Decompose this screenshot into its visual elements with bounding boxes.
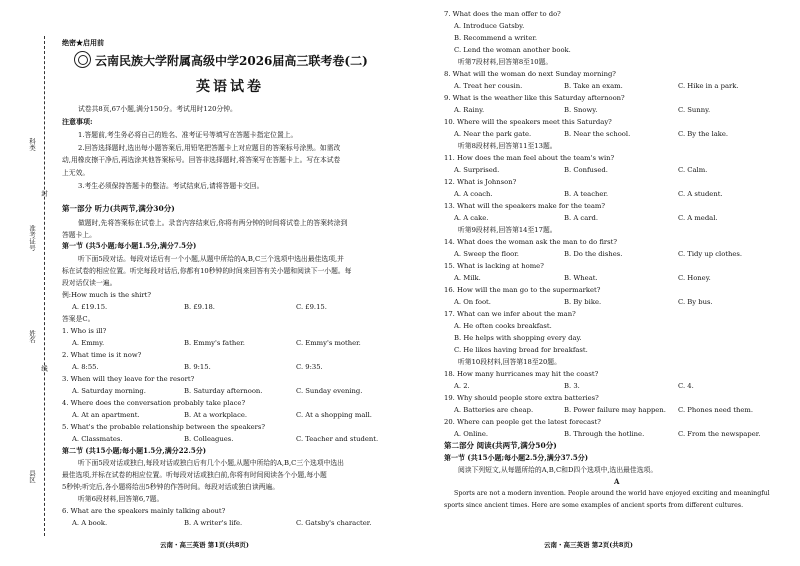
part2-intro: 阅读下列短文,从每题所给的A,B,C和D四个选项中,选出最佳选项。 — [458, 466, 658, 474]
option: A. Emmy. — [72, 339, 105, 347]
notes-title: 注意事项: — [62, 117, 93, 126]
option: C. Phones need them. — [678, 406, 754, 414]
example-option: A. £19.15. — [72, 303, 108, 311]
option: C. Gatsby's character. — [296, 519, 372, 527]
passage-line: Sports are not a modern invention. People around the world have enjoyed exciting and meaningful — [454, 490, 770, 497]
material-note: 听第10段材料,回答第18至20题。 — [458, 358, 561, 366]
question: 19. Why should people store extra batteries? — [444, 394, 599, 402]
option: A. Classmates. — [72, 435, 123, 443]
option: A. 2. — [454, 382, 470, 390]
school-logo-icon — [74, 51, 91, 68]
passage-line: sports since ancient times. Here are some examples of ancient sports from different cultures. — [444, 502, 744, 509]
option: B. By bike. — [564, 298, 602, 306]
option: C. Emmy's mother. — [296, 339, 361, 347]
section2-intro: 5秒钟;听完后,各小题将给出5秒钟的作答时间。每段对话或独白读两遍。 — [62, 483, 280, 491]
question: 9. What is the weather like this Saturday afternoon? — [444, 94, 625, 102]
binding-label-seal: 封 — [40, 190, 48, 197]
option: C. By bus. — [678, 298, 713, 306]
question: 10. Where will the speakers meet this Saturday? — [444, 118, 612, 126]
section2-intro: 听下面5段对话或独白,每段对话或独白后有几个小题,从题中所给的A,B,C三个选项中选出 — [78, 459, 344, 467]
note-line: 动,用橡皮擦干净后,再选涂其他答案标号。回答非选择题时,将答案写在答题卡上。写在本试卷 — [62, 156, 341, 164]
option: A. Treat her cousin. — [454, 82, 523, 90]
option: B. Power failure may happen. — [564, 406, 666, 414]
option: B. Wheat. — [564, 274, 598, 282]
question: 7. What does the man offer to do? — [444, 10, 561, 18]
question: 13. What will the speakers make for the team? — [444, 202, 606, 210]
binding-label-exam-no: 准考证号 — [28, 225, 36, 251]
option: A. 8:55. — [72, 363, 99, 371]
option: C. From the newspaper. — [678, 430, 761, 438]
option: B. Near the school. — [564, 130, 631, 138]
section1-title: 第一节 (共5小题;每小题1.5分,满分7.5分) — [62, 241, 197, 250]
question: 18. How many hurricanes may hit the coast? — [444, 370, 599, 378]
note-line: 3.考生必须保持答题卡的整洁。考试结束后,请将答题卡交回。 — [78, 182, 264, 190]
binding-dashed-line — [44, 36, 45, 536]
material-note: 听第8段材料,回答第11至13题。 — [458, 142, 557, 150]
option: A. Online. — [454, 430, 489, 438]
option: B. A teacher. — [564, 190, 609, 198]
question: 6. What are the speakers mainly talking about? — [62, 507, 226, 515]
option: C. 9:35. — [296, 363, 323, 371]
option: B. Through the hotline. — [564, 430, 645, 438]
section1-intro: 听下面5段对话。每段对话后有一个小题,从题中所给的A,B,C三个选项中选出最佳选项,并 — [78, 255, 344, 263]
question: 2. What time is it now? — [62, 351, 142, 359]
question: 20. Where can people get the latest forecast? — [444, 418, 601, 426]
option: C. At a shopping mall. — [296, 411, 372, 419]
material-note: 听第7段材料,回答第8至10题。 — [458, 58, 553, 66]
option: B. A writer's life. — [184, 519, 243, 527]
option: C. Tidy up clothes. — [678, 250, 743, 258]
school-title: 云南民族大学附属高级中学2026届高三联考卷(二) — [95, 54, 368, 68]
option: C. Calm. — [678, 166, 708, 174]
section1-intro: 段对话仅读一遍。 — [62, 279, 117, 287]
option: A. A cake. — [454, 214, 489, 222]
question: 11. How does the man feel about the team's win? — [444, 154, 615, 162]
subject-title: 英语试卷 — [196, 79, 264, 95]
option: A. On foot. — [454, 298, 491, 306]
page-footer: 云南・高三英语 第1页(共8页) — [160, 541, 249, 549]
example-option: B. £9.18. — [184, 303, 215, 311]
binding-label-line: 线 — [40, 365, 48, 372]
question: 15. What is lacking at home? — [444, 262, 544, 270]
option: C. Teacher and student. — [296, 435, 379, 443]
option: C. Honey. — [678, 274, 711, 282]
option: C. A student. — [678, 190, 723, 198]
option: B. Colleagues. — [184, 435, 234, 443]
passage-label: A — [614, 477, 620, 486]
example-answer: 答案是C。 — [62, 315, 95, 323]
binding-label-exam-room: 科类 — [28, 138, 36, 151]
option: B. Take an exam. — [564, 82, 623, 90]
question: 8. What will the woman do next Sunday morning? — [444, 70, 616, 78]
page-footer: 云南・高三英语 第2页(共8页) — [544, 541, 633, 549]
option: A. Saturday morning. — [72, 387, 146, 395]
option: C. Sunny. — [678, 106, 711, 114]
option: B. At a workplace. — [184, 411, 248, 419]
option: A. Introduce Gatsby. — [454, 22, 525, 30]
option: A. Surprised. — [454, 166, 500, 174]
part2-section1-title: 第一节 (共15小题;每小题2.5分,满分37.5分) — [444, 453, 589, 462]
option: C. He likes having bread for breakfast. — [454, 346, 588, 354]
option: B. 3. — [564, 382, 580, 390]
part1-intro: 答题卡上。 — [62, 231, 96, 239]
question: 17. What can we infer about the man? — [444, 310, 576, 318]
option: C. Sunday evening. — [296, 387, 363, 395]
exam-info: 试卷共8页,67小题,满分150分。考试用时120分钟。 — [78, 105, 237, 113]
section1-intro: 标在试卷的相应位置。听完每段对话后,你都有10秒钟的时间来回答有关小题和阅读下一小题。每 — [62, 267, 352, 275]
option: A. A coach. — [454, 190, 493, 198]
question: 3. When will they leave for the resort? — [62, 375, 195, 383]
question: 1. Who is ill? — [62, 327, 107, 335]
option: C. Hike in a park. — [678, 82, 739, 90]
option: A. Sweep the floor. — [454, 250, 519, 258]
option: B. A card. — [564, 214, 599, 222]
question: 4. Where does the conversation probably take place? — [62, 399, 246, 407]
option: B. Recommend a writer. — [454, 34, 538, 42]
option: C. 4. — [678, 382, 694, 390]
page-2 — [436, 0, 800, 566]
material-note: 听第6段材料,回答第6,7题。 — [78, 495, 164, 503]
option: A. He often cooks breakfast. — [454, 322, 552, 330]
option: B. Snowy. — [564, 106, 598, 114]
option: A. At an apartment. — [72, 411, 140, 419]
option: A. A book. — [72, 519, 108, 527]
section2-intro: 最佳选项,并标在试卷的相应位置。听每段对话或独白前,你将有时间阅读各个小题,每小题 — [62, 471, 327, 479]
option: B. Emmy's father. — [184, 339, 245, 347]
question: 14. What does the woman ask the man to do first? — [444, 238, 618, 246]
part1-title: 第一部分 听力(共两节,满分30分) — [62, 204, 175, 213]
example-question: 例:How much is the shirt? — [62, 291, 152, 299]
part1-intro: 做题时,先将答案标在试卷上。录音内容结束后,你将有两分钟的时间将试卷上的答案转涂到 — [78, 219, 348, 227]
example-option: C. £9.15. — [296, 303, 327, 311]
option: C. A medal. — [678, 214, 718, 222]
binding-label-name: 姓名 — [28, 330, 36, 343]
question: 12. What is Johnson? — [444, 178, 517, 186]
section2-title: 第二节 (共15小题;每小题1.5分,满分22.5分) — [62, 446, 207, 455]
binding-label-school: 县区 — [28, 470, 36, 483]
option: C. By the lake. — [678, 130, 729, 138]
part2-title: 第二部分 阅读(共两节,满分50分) — [444, 441, 557, 450]
option: A. Near the park gate. — [454, 130, 532, 138]
option: B. He helps with shopping every day. — [454, 334, 582, 342]
question: 5. What's the probable relationship between the speakers? — [62, 423, 266, 431]
note-line: 上无效。 — [62, 169, 90, 177]
option: A. Batteries are cheap. — [454, 406, 534, 414]
option: B. Confused. — [564, 166, 608, 174]
note-line: 1.答题前,考生务必将自己的姓名、准考证号等填写在答题卡指定位置上。 — [78, 131, 298, 139]
material-note: 听第9段材料,回答第14至17题。 — [458, 226, 557, 234]
option: A. Milk. — [454, 274, 481, 282]
option: A. Rainy. — [454, 106, 485, 114]
secret-label: 绝密★启用前 — [62, 38, 104, 47]
question: 16. How will the man go to the supermarket? — [444, 286, 601, 294]
option: B. Saturday afternoon. — [184, 387, 263, 395]
note-line: 2.回答选择题时,选出每小题答案后,用铅笔把答题卡上对应题目的答案标号涂黑。如需改 — [78, 144, 341, 152]
option: B. 9:15. — [184, 363, 211, 371]
option: B. Do the dishes. — [564, 250, 623, 258]
option: C. Lend the woman another book. — [454, 46, 571, 54]
